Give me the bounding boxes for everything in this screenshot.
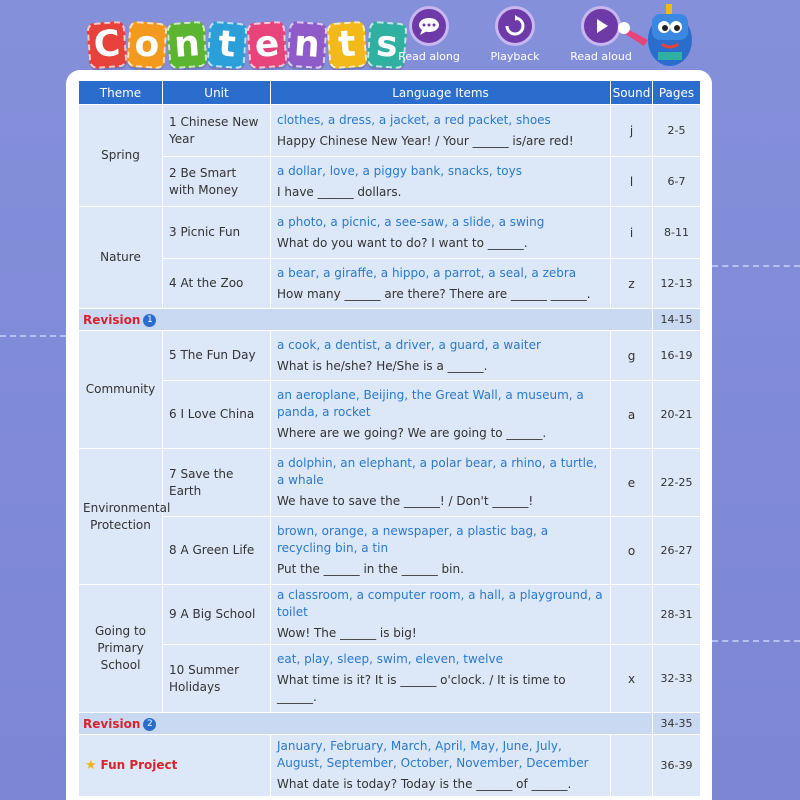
sentence-text: What do you want to do? I want to ______.	[277, 235, 528, 250]
pages-cell: 36-39	[653, 735, 701, 797]
theme-cell: Environmental Protection	[79, 449, 163, 585]
sound-cell: j	[611, 105, 653, 157]
unit-cell: 1 Chinese New Year	[163, 105, 271, 157]
sound-cell: x	[611, 645, 653, 713]
sentence-text: Wow! The ______ is big!	[277, 626, 417, 640]
sound-cell	[611, 735, 653, 797]
table-row	[79, 157, 701, 207]
sound-cell: i	[611, 207, 653, 259]
page-title	[88, 6, 408, 68]
theme-cell: Nature	[79, 207, 163, 309]
sentence-text: Put the ______ in the ______ bin.	[277, 562, 464, 576]
read-aloud-label: Read aloud	[570, 50, 632, 63]
robot-mascot-icon	[612, 0, 712, 72]
fun-project-cell	[79, 735, 271, 797]
title-letter: t	[326, 21, 367, 70]
revision-label: Revision	[83, 716, 141, 731]
sentence-text: Happy Chinese New Year! / Your ______ is/are red!	[277, 133, 574, 148]
vocab-text: January, February, March, April, May, June, July, August, September, October, November, December	[277, 739, 589, 770]
contents-card	[66, 70, 712, 800]
table-row	[79, 331, 701, 381]
fun-project-label: Fun Project	[100, 758, 178, 772]
sound-cell: o	[611, 517, 653, 585]
unit-cell: 8 A Green Life	[163, 517, 271, 585]
title-letter: s	[366, 21, 407, 70]
unit-cell: 4 At the Zoo	[163, 259, 271, 309]
header-pages: Pages	[653, 81, 701, 105]
language-cell	[271, 585, 611, 645]
unit-cell: 6 I Love China	[163, 381, 271, 449]
pages-cell: 28-31	[653, 585, 701, 645]
language-cell	[271, 645, 611, 713]
unit-cell: 5 The Fun Day	[163, 331, 271, 381]
language-cell	[271, 259, 611, 309]
pages-cell: 8-11	[653, 207, 701, 259]
title-letter: C	[86, 21, 127, 70]
sound-cell	[611, 585, 653, 645]
sentence-text: Where are we going? We are going to ______.	[277, 426, 547, 440]
pages-cell: 34-35	[653, 713, 701, 735]
table-row	[79, 381, 701, 449]
title-letter: n	[166, 21, 207, 70]
playback-label: Playback	[490, 50, 540, 63]
sentence-text: What date is today? Today is the ______ of ______.	[277, 777, 572, 791]
theme-cell: Community	[79, 331, 163, 449]
revision-cell	[79, 309, 653, 331]
vocab-text: a photo, a picnic, a see-saw, a slide, a swing	[277, 214, 545, 229]
sentence-text: What is he/she? He/She is a ______.	[277, 358, 488, 373]
header-unit: Unit	[163, 81, 271, 105]
title-letter: e	[246, 21, 287, 70]
pages-cell: 14-15	[653, 309, 701, 331]
language-cell	[271, 157, 611, 207]
pages-cell: 16-19	[653, 331, 701, 381]
pages-cell: 26-27	[653, 517, 701, 585]
header-language-items: Language Items	[271, 81, 611, 105]
title-letter: n	[286, 21, 327, 70]
vocab-text: a bear, a giraffe, a hippo, a parrot, a seal, a zebra	[277, 265, 577, 280]
vocab-text: a cook, a dentist, a driver, a guard, a waiter	[277, 337, 541, 352]
language-cell	[271, 735, 611, 797]
vocab-text: a classroom, a computer room, a hall, a playground, a toilet	[277, 588, 603, 619]
revision-number-badge: 1	[143, 314, 156, 327]
fun-project-row	[79, 735, 701, 797]
language-cell	[271, 449, 611, 517]
language-cell	[271, 207, 611, 259]
revision-row	[79, 309, 701, 331]
language-cell	[271, 517, 611, 585]
vocab-text: a dollar, love, a piggy bank, snacks, toys	[277, 163, 522, 178]
table-row	[79, 449, 701, 517]
unit-cell: 10 Summer Holidays	[163, 645, 271, 713]
pages-cell: 32-33	[653, 645, 701, 713]
chat-icon	[409, 6, 449, 46]
unit-cell: 2 Be Smart with Money	[163, 157, 271, 207]
playback-button[interactable]	[481, 6, 549, 63]
vocab-text: clothes, a dress, a jacket, a red packet, shoes	[277, 112, 551, 127]
table-row	[79, 207, 701, 259]
pages-cell: 20-21	[653, 381, 701, 449]
read-along-button[interactable]	[395, 6, 463, 63]
star-icon: ★	[85, 758, 97, 773]
language-cell	[271, 331, 611, 381]
sound-cell: g	[611, 331, 653, 381]
table-row	[79, 585, 701, 645]
sound-cell: e	[611, 449, 653, 517]
header-sound: Sound	[611, 81, 653, 105]
sentence-text: We have to save the ______! / Don't ______!	[277, 494, 534, 508]
pages-cell: 22-25	[653, 449, 701, 517]
sentence-text: How many ______ are there? There are ______ ______.	[277, 286, 591, 301]
vocab-text: a dolphin, an elephant, a polar bear, a rhino, a turtle, a whale	[277, 456, 598, 487]
replay-icon	[495, 6, 535, 46]
sentence-text: I have ______ dollars.	[277, 184, 402, 199]
table-row	[79, 105, 701, 157]
table-row	[79, 517, 701, 585]
decorative-dash	[712, 640, 800, 642]
pages-cell: 2-5	[653, 105, 701, 157]
table-row	[79, 259, 701, 309]
revision-row	[79, 713, 701, 735]
revision-number-badge: 2	[143, 718, 156, 731]
decorative-dash	[0, 335, 66, 337]
audio-toolbar	[395, 6, 635, 63]
theme-cell: Spring	[79, 105, 163, 207]
decorative-dash	[712, 265, 800, 267]
sound-cell: a	[611, 381, 653, 449]
read-along-label: Read along	[398, 50, 460, 63]
vocab-text: eat, play, sleep, swim, eleven, twelve	[277, 652, 503, 666]
sound-cell: z	[611, 259, 653, 309]
table-header-row	[79, 81, 701, 105]
unit-cell: 3 Picnic Fun	[163, 207, 271, 259]
language-cell	[271, 105, 611, 157]
sound-cell: l	[611, 157, 653, 207]
unit-cell: 7 Save the Earth	[163, 449, 271, 517]
theme-cell: Going to Primary School	[79, 585, 163, 713]
sentence-text: What time is it? It is ______ o'clock. / It is time to ______.	[277, 673, 566, 704]
title-letter: t	[206, 21, 247, 70]
vocab-text: brown, orange, a newspaper, a plastic bag, a recycling bin, a tin	[277, 524, 549, 555]
revision-cell	[79, 713, 653, 735]
revision-label: Revision	[83, 312, 141, 327]
table-row	[79, 645, 701, 713]
unit-cell: 9 A Big School	[163, 585, 271, 645]
language-cell	[271, 381, 611, 449]
contents-table	[78, 80, 701, 797]
pages-cell: 6-7	[653, 157, 701, 207]
vocab-text: an aeroplane, Beijing, the Great Wall, a museum, a panda, a rocket	[277, 388, 584, 419]
title-letter: o	[126, 21, 167, 70]
header-theme: Theme	[79, 81, 163, 105]
pages-cell: 12-13	[653, 259, 701, 309]
